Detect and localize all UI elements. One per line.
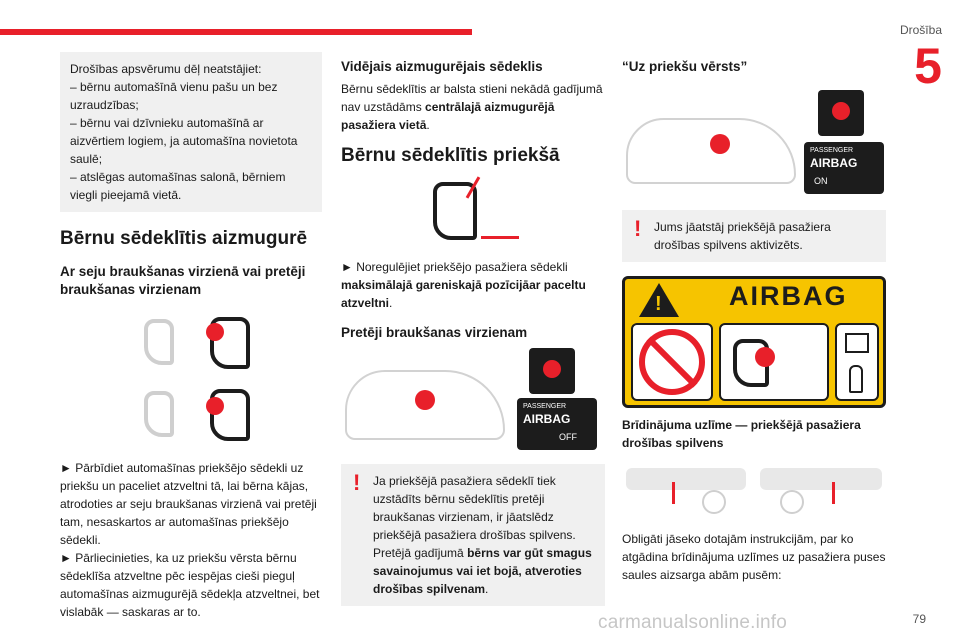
paragraph: Bērnu sēdeklītis ar balsta stieni nekādā gadījumā nav uzstādāms centrālajā aizmugurējā pasažiera vietā.	[341, 82, 603, 132]
note-line: Drošības apsvērumu dēļ neatstājiet:	[70, 62, 262, 76]
key-slot-icon	[543, 360, 561, 378]
sun-visor-illustration	[622, 460, 886, 520]
warning-box: ! Ja priekšējā pasažiera sēdeklī tiek uzstādīts bērnu sēdeklītis pretēji braukšanas virzienam, ir jāatslēdz priekšējā pasažiera drošības spilvens. Pretējā gadījumā bērns var gūt smagus savainojumus vai iet bojā, atveroties drošības spilvenam.	[341, 464, 605, 606]
slide-back-arrow-icon	[481, 236, 519, 239]
child-seat-forward-icon	[206, 323, 224, 341]
pointer-arrow-icon	[672, 482, 675, 504]
column-3	[622, 52, 886, 584]
pointer-arrow-icon	[832, 482, 835, 504]
paragraph: Obligāti jāseko dotajām instrukcijām, par ko atgādina brīdinājuma uzlīmes uz pasažiera puses saules aizsarga abām pusēm:	[622, 532, 886, 582]
chapter-number: 5	[914, 38, 942, 94]
airbag-label-sticker: ! AIRBAG	[622, 276, 886, 408]
heading-middle-rear-seat: Vidējais aizmugurējais sēdeklis	[341, 59, 543, 74]
read-manual-panel	[835, 323, 879, 401]
column-1	[60, 52, 322, 621]
child-seat-rearward-icon	[415, 390, 435, 410]
airbag-label-caption: Brīdinājuma uzlīme — priekšējā pasažiera drošības spilvens	[622, 418, 861, 450]
page-number: 79	[912, 612, 926, 626]
key-slot-icon	[832, 102, 850, 120]
warning-box: ! Jums jāatstāj priekšējā pasažiera drošības spilvens aktivizēts.	[622, 210, 886, 262]
note-line: – atslēgas automašīnas salonā, bērniem viegli pieejamā vietā.	[70, 170, 286, 202]
warning-exclamation-icon: !	[353, 470, 361, 495]
heading-front-child-seat: Bērnu sēdeklītis priekšā	[341, 145, 560, 166]
child-seat-icon	[755, 347, 775, 367]
right-sun-visor-icon	[760, 468, 882, 490]
airbag-warning-label	[622, 276, 886, 408]
paragraph: ► Noregulējiet priekšējo pasažiera sēdekli maksimālajā gareniskajā pozīcijāar paceltu atzveltni.	[341, 260, 586, 310]
front-seat-adjust-illustration	[341, 178, 605, 254]
warning-exclamation-icon: !	[634, 216, 642, 241]
steering-wheel-icon	[780, 490, 804, 514]
column-2	[341, 52, 605, 606]
passenger-airbag-off-indicator: PASSENGER AIRBAG OFF	[517, 398, 597, 450]
note-line: – bērnu vai dzīvnieku automašīnā ar aizvērtiem logiem, ja automašīna novietota saulē;	[70, 116, 298, 166]
subheading-facing: Ar seju braukšanas virzienā vai pretēji braukšanas virzienam	[60, 264, 306, 297]
rear-seat-illustration	[60, 305, 322, 453]
subheading-rearward: Pretēji braukšanas virzienam	[341, 325, 528, 340]
rearward-seat-illustration	[341, 348, 605, 452]
subheading-forward: “Uz priekšu vērsts”	[622, 59, 748, 74]
front-seat-light-icon	[144, 391, 174, 437]
car-outline-icon	[626, 118, 796, 184]
no-rearward-seat-panel	[631, 323, 713, 401]
section-title: Drošība	[899, 23, 942, 37]
child-seat-forward-icon	[710, 134, 730, 154]
safety-note-box	[60, 52, 322, 212]
paragraph: ► Pārbīdiet automašīnas priekšējo sēdekli uz priekšu un paceliet atzveltni tā, lai bērna kājas, atrodoties ar seju braukšanas virzienā vai pretēji tam, nesaskartos ar automašīnas priekšējo sēdekli.	[60, 461, 317, 547]
watermark: carmanualsonline.info	[598, 612, 788, 633]
hand-icon	[849, 365, 863, 393]
book-icon	[845, 333, 869, 353]
forward-seat-illustration	[622, 90, 886, 194]
top-accent-bar	[0, 29, 472, 35]
airbag-label-title: AIRBAG	[729, 281, 848, 311]
passenger-airbag-on-indicator: PASSENGER AIRBAG ON	[804, 142, 884, 194]
steering-wheel-icon	[702, 490, 726, 514]
paragraph: ► Pārliecinieties, ka uz priekšu vērsta bērnu sēdeklīša atzveltne pēc iespējas cieši pieguļ automašīnas aizmugurējā sēdekļa atzveltnei, bet vislabāk — saskaras ar to.	[60, 551, 320, 619]
child-seat-rearward-icon	[206, 397, 224, 415]
heading-rear-child-seat: Bērnu sēdeklītis aizmugurē	[60, 228, 308, 249]
note-line: – bērnu automašīnā vienu pašu un bez uzraudzības;	[70, 80, 278, 112]
airbag-deploy-panel	[719, 323, 829, 401]
left-sun-visor-icon	[626, 468, 746, 490]
front-seat-light-icon	[144, 319, 174, 365]
